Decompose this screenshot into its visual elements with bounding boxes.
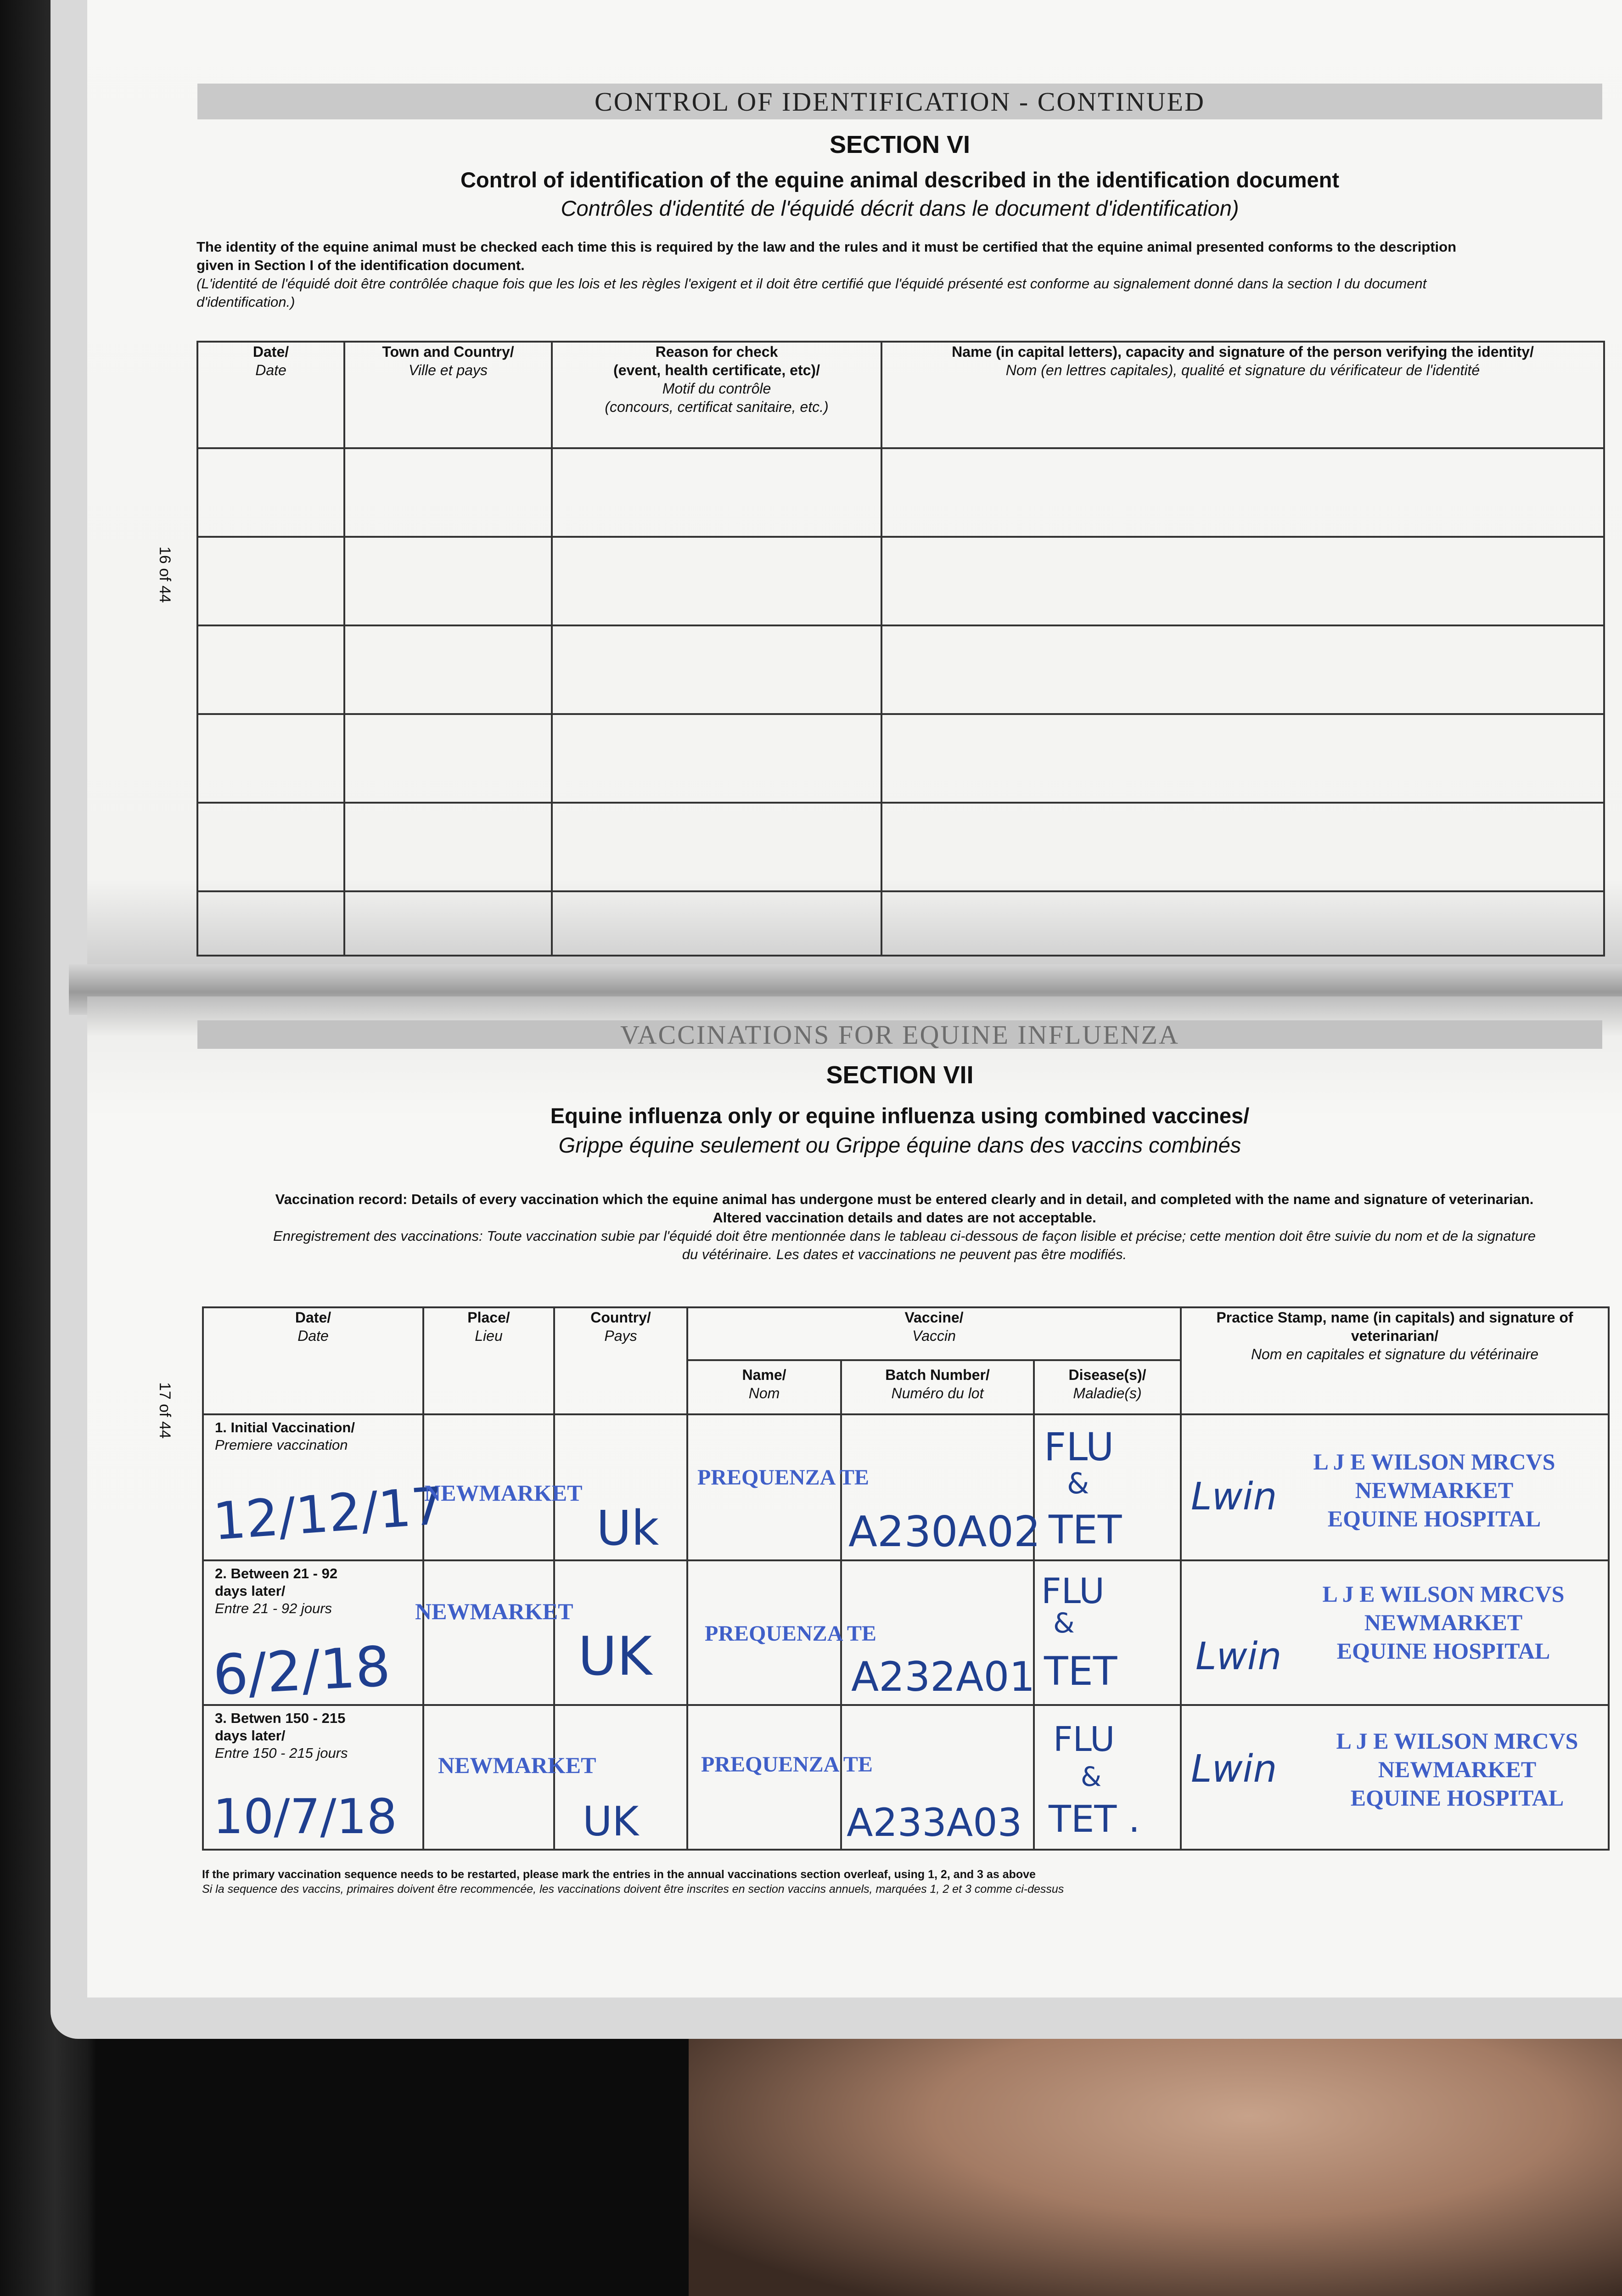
empty-cell[interactable] <box>552 714 881 803</box>
date-cell[interactable] <box>203 1560 423 1708</box>
empty-cell[interactable] <box>344 891 552 956</box>
vet-signature: Lwin <box>1191 1475 1277 1519</box>
section-heading-en: Equine influenza only or equine influenza using combined vaccines/ <box>550 1103 1250 1128</box>
vet-practice-stamp <box>1301 1580 1586 1665</box>
place-cell[interactable] <box>423 1414 583 1560</box>
table-row <box>197 803 1604 891</box>
table-row <box>197 537 1604 625</box>
identity-notice <box>196 238 1606 311</box>
header-disease: Disease(s)/ Maladie(s) <box>1034 1360 1181 1414</box>
empty-cell[interactable] <box>344 537 552 625</box>
notice-fr-line-2: d'identification.) <box>196 294 295 310</box>
section-band-vaccinations <box>197 1020 1602 1049</box>
notice-en-line-2: given in Section I of the identification document. <box>196 257 525 273</box>
notice-fr-line-1: (L'identité de l'équidé doit être contrôlée chaque fois que les lois et les règles l'exigent et il doit être certifié que l'équidé présenté est conforme au signalement donné dans la section I du document <box>196 276 1427 292</box>
notice-en-line-1: Vaccination record: Details of every vaccination which the equine animal has undergone must be entered clearly and in detail, and completed with the name and signature of veterinarian. <box>275 1191 1534 1207</box>
vaccination-row-1 <box>203 1414 1609 1560</box>
page-number-16: 16 of 44 <box>156 546 174 603</box>
empty-cell[interactable] <box>197 448 344 537</box>
empty-cell[interactable] <box>881 625 1604 714</box>
handwritten-country: Uk <box>596 1500 659 1556</box>
identity-table-header <box>197 342 1604 448</box>
handwritten-disease-1: FLU <box>1053 1720 1115 1759</box>
handwritten-date: 12/12/17 <box>211 1476 446 1552</box>
identity-check-table <box>196 341 1605 957</box>
empty-cell[interactable] <box>881 891 1604 956</box>
vet-practice-stamp <box>1292 1447 1577 1533</box>
section-band-control <box>197 84 1602 119</box>
row-label-en-2: days later/ <box>215 1583 286 1599</box>
header-date: Date/ Date <box>197 342 344 448</box>
handwritten-date: 6/2/18 <box>211 1634 392 1708</box>
handwritten-disease-3: TET <box>1049 1507 1122 1553</box>
vaccine-name-cell[interactable] <box>687 1560 876 1705</box>
vaccination-row-3 <box>203 1705 1609 1850</box>
stamp-line-3: EQUINE HOSPITAL <box>1336 1638 1550 1664</box>
stamp-line-2: NEWMARKET <box>1378 1756 1537 1782</box>
vaccine-name-cell[interactable] <box>687 1414 869 1560</box>
row-label-en: 2. Between 21 - 92 <box>215 1565 338 1581</box>
vaccination-table <box>202 1306 1610 1851</box>
vaccination-notice <box>204 1190 1605 1264</box>
header-practice-stamp: Practice Stamp, name (in capitals) and signature of veterinarian/ Nom en capitales et signature du vétérinaire <box>1181 1307 1609 1414</box>
row-label-fr: Premiere vaccination <box>215 1437 348 1453</box>
place-cell[interactable] <box>415 1560 573 1705</box>
table-row <box>197 625 1604 714</box>
handwritten-disease-1: FLU <box>1041 1570 1105 1611</box>
empty-cell[interactable] <box>881 803 1604 891</box>
handwritten-batch: A232A01 <box>851 1653 1035 1700</box>
header-place: Place/ Lieu <box>423 1307 554 1414</box>
handwritten-disease-2: & <box>1067 1467 1089 1500</box>
handwritten-country: UK <box>578 1626 652 1688</box>
disease-cell[interactable] <box>1034 1560 1181 1705</box>
empty-cell[interactable] <box>197 625 344 714</box>
row-label-fr: Entre 150 - 215 jours <box>215 1745 348 1761</box>
empty-cell[interactable] <box>344 714 552 803</box>
row-label-fr: Entre 21 - 92 jours <box>215 1600 332 1616</box>
date-cell[interactable] <box>203 1705 423 1850</box>
stamp-line-3: EQUINE HOSPITAL <box>1350 1785 1564 1811</box>
band-title: CONTROL OF IDENTIFICATION - CONTINUED <box>595 86 1205 117</box>
stamp-line-1: L J E WILSON MRCVS <box>1313 1449 1555 1474</box>
practice-stamp-cell[interactable] <box>1181 1560 1609 1705</box>
empty-cell[interactable] <box>344 448 552 537</box>
vaccination-row-2 <box>203 1560 1609 1705</box>
empty-cell[interactable] <box>197 714 344 803</box>
empty-cell[interactable] <box>552 448 881 537</box>
practice-stamp-cell[interactable] <box>1181 1705 1609 1850</box>
batch-number-cell[interactable] <box>841 1705 1034 1850</box>
disease-cell[interactable] <box>1034 1705 1181 1850</box>
empty-cell[interactable] <box>197 537 344 625</box>
row-label-en: 1. Initial Vaccination/ <box>215 1419 355 1435</box>
empty-cell[interactable] <box>881 448 1604 537</box>
handwritten-disease-2: & <box>1053 1607 1075 1639</box>
handwritten-disease-3: TET . <box>1049 1798 1140 1840</box>
header-country: Country/ Pays <box>554 1307 687 1414</box>
header-date: Date/ Date <box>203 1307 423 1414</box>
hand-holding-passport <box>689 2039 1622 2296</box>
section-heading-fr: Grippe équine seulement ou Grippe équine dans des vaccins combinés <box>558 1133 1241 1157</box>
vaccine-stamp: PREQUENZA TE <box>705 1621 876 1646</box>
footnote-en: If the primary vaccination sequence needs to be restarted, please mark the entries in the annual vaccinations section overleaf, using 1, 2, and 3 as above <box>202 1868 1036 1881</box>
handwritten-disease-1: FLU <box>1044 1424 1114 1469</box>
table-row <box>197 891 1604 956</box>
empty-cell[interactable] <box>344 803 552 891</box>
place-stamp: NEWMARKET <box>438 1752 596 1778</box>
page-number-17: 17 of 44 <box>156 1382 174 1439</box>
section-heading-en: Control of identification of the equine animal described in the identification document <box>460 168 1340 192</box>
row-label-en: 3. Betwen 150 - 215 <box>215 1710 346 1726</box>
batch-number-cell[interactable] <box>841 1414 1041 1560</box>
band-title: VACCINATIONS FOR EQUINE INFLUENZA <box>620 1019 1179 1050</box>
stamp-line-3: EQUINE HOSPITAL <box>1327 1506 1541 1531</box>
disease-cell[interactable] <box>1034 1414 1181 1560</box>
notice-en-line-1: The identity of the equine animal must be checked each time this is required by the law and the rules and it must be certified that the equine animal presented conforms to the description <box>196 239 1457 255</box>
empty-cell[interactable] <box>197 803 344 891</box>
stamp-line-1: L J E WILSON MRCVS <box>1336 1728 1578 1754</box>
notice-fr-line-1: Enregistrement des vaccinations: Toute vaccination subie par l'équidé doit être mentionnée dans le tableau ci-dessous de façon lisible et précise; cette mention doit être suivie du nom et de la signature <box>273 1228 1536 1244</box>
vaccine-name-cell[interactable] <box>687 1705 873 1850</box>
footnote-fr: Si la sequence des vaccins, primaires doivent être recommencée, les vaccinations doivent être inscrites en section vaccins annuels, marquées 1, 2 et 3 comme ci-dessus <box>202 1883 1064 1896</box>
handwritten-batch: A230A02 <box>848 1507 1041 1556</box>
vet-signature: Lwin <box>1191 1747 1277 1791</box>
place-cell[interactable] <box>423 1705 596 1850</box>
empty-cell[interactable] <box>881 714 1604 803</box>
row-label-en-2: days later/ <box>215 1728 286 1744</box>
header-vaccine: Vaccine/ Vaccin <box>687 1307 1181 1360</box>
place-stamp: NEWMARKET <box>424 1480 583 1506</box>
date-cell[interactable] <box>203 1414 446 1560</box>
vet-signature: Lwin <box>1195 1635 1282 1678</box>
vaccine-stamp: PREQUENZA TE <box>701 1752 873 1777</box>
header-reason: Reason for check (event, health certificate, etc)/ Motif du contrôle (concours, certificat sanitaire, etc.) <box>552 342 881 448</box>
handwritten-disease-2: & <box>1081 1761 1102 1792</box>
stamp-line-2: NEWMARKET <box>1364 1609 1523 1635</box>
handwritten-batch: A233A03 <box>847 1800 1022 1845</box>
section-title: SECTION VI <box>829 131 971 158</box>
table-row <box>197 448 1604 537</box>
header-town-country: Town and Country/ Ville et pays <box>344 342 552 448</box>
place-stamp: NEWMARKET <box>415 1598 573 1624</box>
country-cell[interactable] <box>554 1560 687 1705</box>
empty-cell[interactable] <box>552 537 881 625</box>
vet-practice-stamp <box>1319 1727 1595 1812</box>
vaccination-header-row-1 <box>203 1307 1609 1360</box>
empty-cell[interactable] <box>552 803 881 891</box>
header-vaccine-name: Name/ Nom <box>687 1360 841 1414</box>
empty-cell[interactable] <box>344 625 552 714</box>
header-batch-number: Batch Number/ Numéro du lot <box>841 1360 1034 1414</box>
notice-en-line-2: Altered vaccination details and dates are not acceptable. <box>713 1210 1096 1226</box>
footnote <box>202 1867 1607 1896</box>
stamp-line-1: L J E WILSON MRCVS <box>1322 1581 1565 1607</box>
practice-stamp-cell[interactable] <box>1181 1414 1609 1560</box>
handwritten-date: 10/7/18 <box>213 1789 397 1845</box>
handwritten-country: UK <box>583 1798 639 1845</box>
vaccine-stamp: PREQUENZA TE <box>697 1465 869 1490</box>
handwritten-disease-3: TET <box>1044 1649 1117 1694</box>
stamp-line-2: NEWMARKET <box>1355 1477 1514 1503</box>
notice-fr-line-2: du vétérinaire. Les dates et vaccinations ne peuvent pas être modifiés. <box>682 1246 1127 1262</box>
empty-cell[interactable] <box>197 891 344 956</box>
table-row <box>197 714 1604 803</box>
empty-cell[interactable] <box>552 891 881 956</box>
header-verifier: Name (in capital letters), capacity and signature of the person verifying the identity/ Nom (en lettres capitales), qualité et signature du vérificateur de l'identité <box>881 342 1604 448</box>
empty-cell[interactable] <box>881 537 1604 625</box>
empty-cell[interactable] <box>552 625 881 714</box>
section-heading-fr: Contrôles d'identité de l'équidé décrit dans le document d'identification) <box>561 196 1239 220</box>
section-title: SECTION VII <box>826 1061 974 1089</box>
